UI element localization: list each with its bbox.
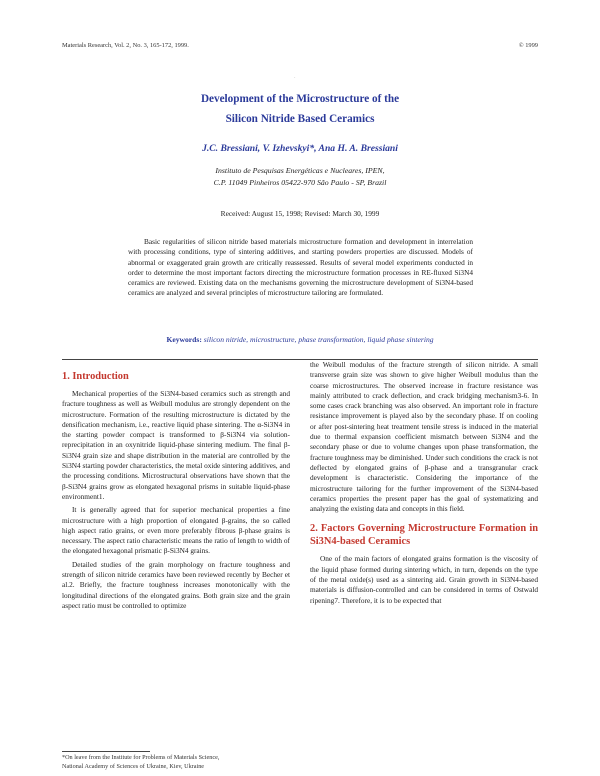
affiliation-line-2: C.P. 11049 Pinheiros 05422-970 São Paulo - SP, Brazil (213, 178, 387, 187)
affiliation-line-1: Instituto de Pesquisas Energéticas e Nucleares, IPEN, (215, 166, 385, 175)
section-1-paragraph-1: Mechanical properties of the Si3N4-based ceramics such as strength and fracture toughness as well as Weibull modulus are strongly dependent on the microstructure. Formation of the resulting microstructure is dictated by the densification mechanism, i.e., reactive liquid phase sintering. The α-Si3N4 in the starting powder compact is transformed to β-Si3N4 via solution-reprecipitation in an oxynitride liquid-phase sintering medium. The final β-Si3N4 grain size and shape distribution in the material are controlled by the Si3N4 starting powder characteristics, the metal oxide sintering additives, and the processing conditions. Microstructural observations have shown that the β-Si3N4 grains grow as elongated hexagonal prisms in suitable liquid-phase environment1. (62, 389, 290, 501)
authors: J.C. Bressiani, V. Izhevskyi*, Ana H. A. Bressiani (202, 143, 398, 154)
journal-header: Materials Research, Vol. 2, No. 3, 165-172, 1999. (62, 42, 189, 49)
section-1-paragraph-2: It is generally agreed that for superior mechanical properties a fine microstructure with a high proportion of elongated β-grains, the so called high aspect ratio grains, or even more preferably fibrous β-phase grains is necessary. The aspect ratio characteristic means the ratio of length to width of the elongated hexagonal prismatic β-Si3N4 grains. (62, 505, 290, 556)
keywords (0, 335, 600, 344)
section-1-heading: 1. Introduction (62, 371, 129, 382)
left-column (62, 370, 290, 611)
section-2-heading: 2. Factors Governing Microstructure Formation in Si3N4-based Ceramics (310, 523, 538, 548)
section-1-paragraph-3: Detailed studies of the grain morphology on fracture toughness and strength of silicon nitride ceramics have been reviewed recently by Becher et al.2. Briefly, the fracture toughness increases monotonically with the longitudinal directions of the elongated grains. Both grain size and the grain aspect ratio must be controlled to optimize (62, 559, 290, 610)
keywords-value: silicon nitride, microstructure, phase transformation, liquid phase sintering (203, 335, 434, 344)
footnote-rule (62, 751, 150, 752)
right-column (310, 360, 538, 606)
paper-title-line-2: Silicon Nitride Based Ceramics (225, 113, 375, 125)
keywords-label: Keywords: (166, 335, 202, 344)
footnote-line-1: *On leave from the Institute for Problems of Materials Science, (62, 754, 220, 761)
received-dates: Received: August 15, 1998; Revised: March 30, 1999 (220, 209, 380, 218)
footnote-line-2: National Academy of Sciences of Ukraine, Kiev, Ukraine (62, 763, 205, 770)
copyright-header: © 1999 (518, 42, 538, 49)
paper-title-line-1: Development of the Microstructure of the (200, 93, 400, 105)
section-1-paragraph-3-continued: the Weibull modulus of the fracture strength of silicon nitride. A small transverse grain size was shown to give higher Weibull modulus than the coarse microstructures. The observed increase in fracture resistance was mainly attributed to crack deflection, and crack bridging mechanism3-6. In some cases crack branching was also observed. An important role in fracture resistance improvement is played also by the secondary phase. If on cooling or after post-sintering heat treatment tensile stress is induced in the material due to thermal expansion coefficient mismatch between Si3N4 and the secondary phase or due to volume changes upon phase transformation, the fracture toughness may be diminished. Under such conditions the crack is not deflected by elongated grains of β-phase and a transgranular crack development is characteristic. Considering the importance of the microstructure tailoring for the further improvement of the Si3N4-based ceramics properties the present paper has the goal of systematizing and analyzing the existing data and concepts in this field. (310, 360, 538, 514)
speck-decoration: · (294, 76, 296, 81)
section-2-paragraph-1: One of the main factors of elongated grains formation is the viscosity of the liquid phase formed during sintering which, in turn, depends on the type of the metal oxide(s) used as a sintering aid. Grain growth in Si3N4-based materials is diffusion-controlled and can be considered in terms of Ostwald ripening7. Therefore, it is to be expected that (310, 554, 538, 605)
abstract (128, 237, 473, 299)
abstract-text: Basic regularities of silicon nitride based materials microstructure formation and development in interrelation with processing conditions, type of sintering additives, and starting powders properties are discussed. Models of abnormal or exaggerated grain growth are critically reassessed. Results of several model experiments conducted in order to determine the most important factors directing the microstructure formation processes in RE-fluxed Si3N4 ceramics are reviewed. Existing data on the mechanisms governing the microstructure development of Si3N4-based ceramics are analyzed and several principles of microstructure tailoring are formulated. (128, 237, 473, 298)
